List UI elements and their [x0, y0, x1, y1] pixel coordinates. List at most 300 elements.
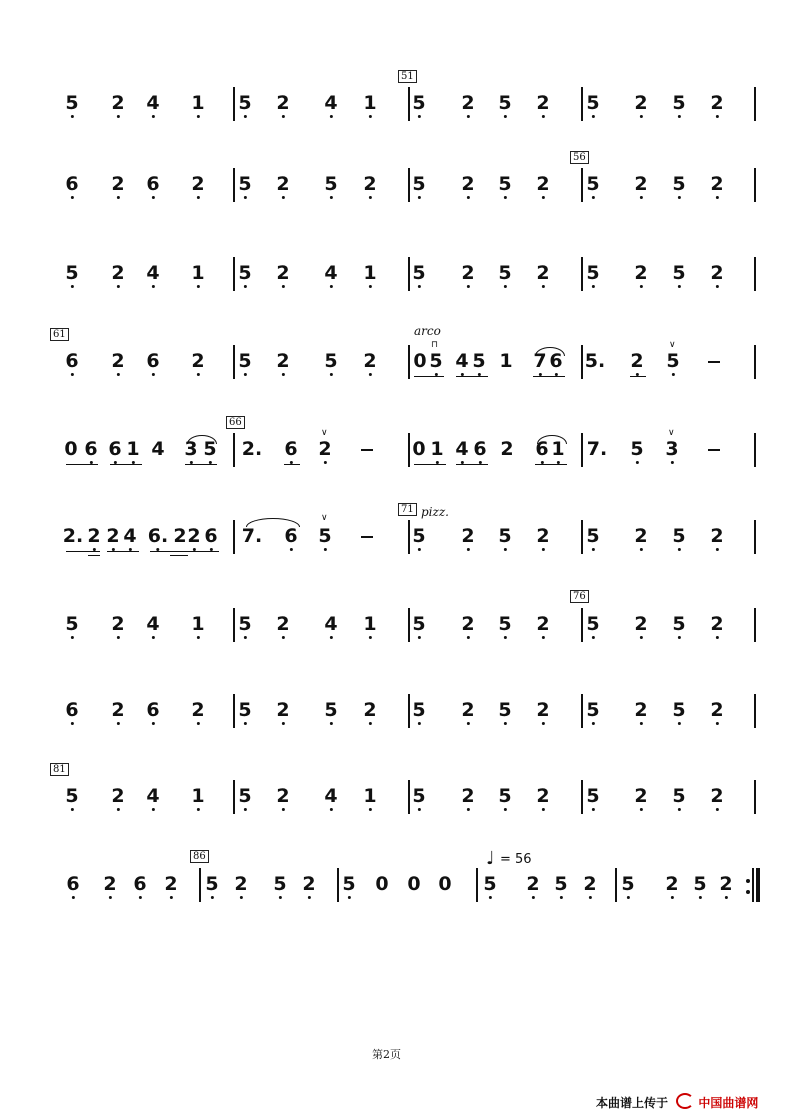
octave-dot: [116, 196, 119, 199]
note: 5: [412, 787, 425, 806]
octave-dot: [639, 722, 642, 725]
pizz-marking: pizz.: [421, 505, 449, 519]
beam-line: [187, 551, 219, 552]
octave-dot: [639, 285, 642, 288]
note: 6: [204, 527, 217, 546]
arco-marking: arco: [414, 324, 441, 338]
measure-number: 51: [398, 70, 417, 83]
barline: [581, 257, 583, 291]
octave-dot: [715, 808, 718, 811]
octave-dot: [347, 896, 350, 899]
barline: [754, 345, 756, 379]
note: 5: [672, 615, 685, 634]
note: 2: [276, 264, 289, 283]
note: 5: [483, 875, 496, 894]
repeat-dot: [746, 879, 750, 883]
note: 2: [634, 701, 647, 720]
octave-dot: [138, 896, 141, 899]
octave-dot: [541, 548, 544, 551]
note: 6: [146, 352, 159, 371]
octave-dot: [541, 196, 544, 199]
octave-dot: [639, 196, 642, 199]
octave-dot: [503, 636, 506, 639]
octave-dot: [151, 808, 154, 811]
measure-number: 61: [50, 328, 69, 341]
note: 2: [526, 875, 539, 894]
octave-dot: [417, 808, 420, 811]
octave-dot: [329, 373, 332, 376]
note: 5: [324, 175, 337, 194]
note: 5: [342, 875, 355, 894]
octave-dot: [466, 808, 469, 811]
octave-dot: [368, 196, 371, 199]
octave-dot: [503, 722, 506, 725]
note: 5: [586, 527, 599, 546]
note: 5: [666, 352, 679, 371]
octave-dot: [243, 196, 246, 199]
note: 5: [238, 264, 251, 283]
note: 2: [363, 175, 376, 194]
note: 5: [412, 701, 425, 720]
note: 4: [146, 94, 159, 113]
octave-dot: [503, 808, 506, 811]
octave-dot: [591, 196, 594, 199]
octave-dot: [70, 722, 73, 725]
octave-dot: [541, 285, 544, 288]
note: 5: [586, 175, 599, 194]
octave-dot: [639, 548, 642, 551]
note: 2: [302, 875, 315, 894]
note: 2: [461, 527, 474, 546]
barline: [233, 168, 235, 202]
note: 2: [536, 94, 549, 113]
dash-extension: [708, 449, 720, 451]
note: 5: [693, 875, 706, 894]
note: 0: [438, 873, 452, 895]
beam-line: [414, 376, 444, 377]
note: 2: [173, 525, 187, 547]
octave-dot: [70, 285, 73, 288]
note: 1: [363, 94, 376, 113]
octave-dot: [243, 636, 246, 639]
beam-line: [170, 555, 188, 556]
octave-dot: [368, 636, 371, 639]
note: 2: [536, 264, 549, 283]
note: 2: [276, 615, 289, 634]
octave-dot: [169, 896, 172, 899]
quarter-note-icon: ♩: [486, 848, 495, 869]
note: 1: [363, 264, 376, 283]
octave-dot: [196, 115, 199, 118]
barline: [408, 345, 410, 379]
note: 2: [363, 701, 376, 720]
dash-extension: [708, 361, 720, 363]
note: 2: [276, 175, 289, 194]
octave-dot: [503, 285, 506, 288]
octave-dot: [196, 808, 199, 811]
bow-up-mark: ∨: [321, 428, 328, 438]
octave-dot: [531, 896, 534, 899]
octave-dot: [239, 896, 242, 899]
octave-dot: [677, 196, 680, 199]
note: 6: [66, 875, 79, 894]
octave-dot: [307, 896, 310, 899]
barline: [754, 168, 756, 202]
barline: [752, 868, 754, 902]
dash-extension: [361, 449, 373, 451]
note: 2: [461, 701, 474, 720]
note: 6: [133, 875, 146, 894]
barline: [233, 433, 235, 467]
note: 1: [191, 615, 204, 634]
octave-dot: [503, 115, 506, 118]
octave-dot: [196, 722, 199, 725]
note: 5: [586, 787, 599, 806]
beam-line: [630, 376, 646, 377]
note: 4: [324, 264, 337, 283]
octave-dot: [698, 896, 701, 899]
note: 5: [672, 527, 685, 546]
note: 5: [324, 352, 337, 371]
note: 0: [375, 873, 389, 895]
octave-dot: [70, 373, 73, 376]
octave-dot: [289, 548, 292, 551]
repeat-dot: [746, 890, 750, 894]
beam-line: [66, 551, 100, 552]
note: 5: [273, 875, 286, 894]
barline: [408, 433, 410, 467]
octave-dot: [670, 896, 673, 899]
octave-dot: [677, 548, 680, 551]
octave-dot: [116, 373, 119, 376]
beam-line: [185, 464, 217, 465]
beam-line: [66, 464, 98, 465]
note: 1: [551, 440, 564, 459]
octave-dot: [541, 808, 544, 811]
octave-dot: [70, 196, 73, 199]
note: 5: [412, 527, 425, 546]
note: 2.: [241, 438, 263, 460]
barline: [199, 868, 201, 902]
barline: [581, 345, 583, 379]
beam-line: [107, 551, 139, 552]
octave-dot: [503, 548, 506, 551]
barline: [408, 608, 410, 642]
octave-dot: [116, 115, 119, 118]
slur: [535, 347, 565, 356]
barline: [615, 868, 617, 902]
measure-number: 76: [570, 590, 589, 603]
note: 2: [634, 615, 647, 634]
note: 5: [498, 527, 511, 546]
measure-number: 86: [190, 850, 209, 863]
note: 2: [191, 352, 204, 371]
note: 1: [126, 440, 139, 459]
note: 6: [549, 352, 562, 371]
barline: [581, 87, 583, 121]
octave-dot: [715, 196, 718, 199]
note: 7.: [241, 525, 263, 547]
note: 4: [455, 352, 468, 371]
octave-dot: [715, 548, 718, 551]
note: 2: [710, 787, 723, 806]
note: 2: [111, 787, 124, 806]
note: 6: [146, 175, 159, 194]
octave-dot: [151, 115, 154, 118]
note: 2: [106, 527, 119, 546]
note: 5: [672, 701, 685, 720]
note: 5: [65, 264, 78, 283]
note: 2: [634, 787, 647, 806]
note: 5: [672, 175, 685, 194]
octave-dot: [368, 722, 371, 725]
note: 2: [111, 352, 124, 371]
octave-dot: [466, 285, 469, 288]
note: 2: [164, 875, 177, 894]
beam-line: [88, 555, 100, 556]
octave-dot: [368, 115, 371, 118]
note: 5: [412, 94, 425, 113]
octave-dot: [151, 285, 154, 288]
barline: [233, 608, 235, 642]
note: 0: [413, 350, 427, 372]
note: 5: [238, 352, 251, 371]
note: 5: [630, 440, 643, 459]
note: 6: [65, 175, 78, 194]
note: 5: [672, 264, 685, 283]
beam-line: [533, 376, 565, 377]
note: 7: [533, 352, 546, 371]
beam-line: [456, 464, 488, 465]
octave-dot: [281, 115, 284, 118]
note: 2: [276, 701, 289, 720]
octave-dot: [591, 548, 594, 551]
note: 6: [284, 440, 297, 459]
octave-dot: [368, 808, 371, 811]
octave-dot: [116, 636, 119, 639]
note: 4: [146, 615, 159, 634]
note: 4: [324, 94, 337, 113]
octave-dot: [466, 196, 469, 199]
note: 2: [719, 875, 732, 894]
octave-dot: [715, 636, 718, 639]
octave-dot: [196, 636, 199, 639]
note: 4: [324, 787, 337, 806]
note: 5: [498, 94, 511, 113]
octave-dot: [466, 636, 469, 639]
note: 2: [87, 527, 100, 546]
measure-number: 71: [398, 503, 417, 516]
octave-dot: [541, 722, 544, 725]
octave-dot: [715, 722, 718, 725]
octave-dot: [677, 808, 680, 811]
barline: [754, 780, 756, 814]
note: 5: [238, 94, 251, 113]
note: 5: [65, 615, 78, 634]
octave-dot: [281, 636, 284, 639]
beam-line: [414, 464, 446, 465]
octave-dot: [196, 196, 199, 199]
note: 2: [111, 264, 124, 283]
slur: [246, 518, 300, 527]
octave-dot: [243, 808, 246, 811]
bow-down-mark: ⊓: [431, 340, 439, 350]
note: 5: [205, 875, 218, 894]
note: 2: [111, 615, 124, 634]
note: 5: [498, 787, 511, 806]
beam-line: [284, 464, 300, 465]
note: 2.: [62, 525, 84, 547]
note: 1: [191, 264, 204, 283]
note: 2: [191, 701, 204, 720]
barline: [581, 780, 583, 814]
octave-dot: [591, 285, 594, 288]
barline: [408, 520, 410, 554]
octave-dot: [677, 722, 680, 725]
note: 5: [412, 264, 425, 283]
note: 0: [64, 438, 78, 460]
note: 4: [324, 615, 337, 634]
octave-dot: [591, 722, 594, 725]
note: 2: [710, 527, 723, 546]
barline: [581, 520, 583, 554]
octave-dot: [243, 373, 246, 376]
note: 4: [146, 264, 159, 283]
note: 2: [710, 615, 723, 634]
octave-dot: [278, 896, 281, 899]
note: 6: [84, 440, 97, 459]
note: 0: [412, 438, 426, 460]
octave-dot: [417, 285, 420, 288]
octave-dot: [639, 115, 642, 118]
barline: [337, 868, 339, 902]
note: 5: [472, 352, 485, 371]
note: 4: [123, 527, 136, 546]
note: 5: [498, 175, 511, 194]
barline: [581, 608, 583, 642]
note: 5: [498, 615, 511, 634]
octave-dot: [70, 808, 73, 811]
octave-dot: [281, 808, 284, 811]
octave-dot: [329, 285, 332, 288]
note: 2: [634, 527, 647, 546]
upload-text: 本曲谱上传于: [596, 1096, 669, 1110]
note: 2: [111, 94, 124, 113]
octave-dot: [639, 636, 642, 639]
barline: [581, 694, 583, 728]
barline: [408, 168, 410, 202]
note: 2: [710, 94, 723, 113]
note: 4: [146, 787, 159, 806]
octave-dot: [677, 636, 680, 639]
octave-dot: [323, 548, 326, 551]
note: 2: [634, 264, 647, 283]
note: 2: [111, 701, 124, 720]
octave-dot: [151, 636, 154, 639]
octave-dot: [281, 373, 284, 376]
beam-line: [110, 464, 142, 465]
octave-dot: [677, 285, 680, 288]
note: 4: [455, 440, 468, 459]
note: 2: [276, 352, 289, 371]
barline: [408, 87, 410, 121]
note: 5: [412, 175, 425, 194]
note: 4: [151, 438, 165, 460]
beam-line: [150, 551, 188, 552]
octave-dot: [329, 115, 332, 118]
note: 3: [184, 440, 197, 459]
beam-line: [456, 376, 488, 377]
octave-dot: [635, 461, 638, 464]
note: 2: [363, 352, 376, 371]
octave-dot: [329, 722, 332, 725]
note: 2: [583, 875, 596, 894]
note: 2: [276, 787, 289, 806]
dash-extension: [361, 536, 373, 538]
tempo-text: = 56: [500, 852, 532, 867]
octave-dot: [116, 808, 119, 811]
octave-dot: [588, 896, 591, 899]
octave-dot: [108, 896, 111, 899]
note: 5: [238, 787, 251, 806]
note: 6: [108, 440, 121, 459]
octave-dot: [670, 461, 673, 464]
note: 2: [318, 440, 331, 459]
note: 5: [554, 875, 567, 894]
octave-dot: [151, 373, 154, 376]
octave-dot: [281, 722, 284, 725]
octave-dot: [368, 373, 371, 376]
octave-dot: [488, 896, 491, 899]
note: 2: [634, 175, 647, 194]
note: 2: [111, 175, 124, 194]
note: 2: [710, 175, 723, 194]
octave-dot: [677, 115, 680, 118]
note: 1: [191, 787, 204, 806]
note: 2: [536, 527, 549, 546]
note: 2: [191, 175, 204, 194]
barline: [233, 87, 235, 121]
octave-dot: [715, 115, 718, 118]
note: 2: [187, 527, 200, 546]
octave-dot: [591, 808, 594, 811]
note: 5: [672, 787, 685, 806]
note: 5: [238, 175, 251, 194]
note: 5: [672, 94, 685, 113]
octave-dot: [71, 896, 74, 899]
note: 6: [535, 440, 548, 459]
note: 2: [461, 175, 474, 194]
note: 1: [363, 615, 376, 634]
beam-line: [535, 464, 567, 465]
note: 5: [318, 527, 331, 546]
site-brand: 中国曲谱网: [698, 1096, 759, 1110]
octave-dot: [70, 636, 73, 639]
barline: [233, 694, 235, 728]
note: 2: [103, 875, 116, 894]
slur: [187, 435, 217, 444]
barline: [754, 433, 756, 467]
barline: [408, 780, 410, 814]
final-barline: [756, 868, 760, 902]
octave-dot: [70, 115, 73, 118]
octave-dot: [329, 808, 332, 811]
note: 2: [710, 264, 723, 283]
note: 5: [65, 94, 78, 113]
octave-dot: [329, 636, 332, 639]
barline: [754, 694, 756, 728]
barline: [581, 433, 583, 467]
